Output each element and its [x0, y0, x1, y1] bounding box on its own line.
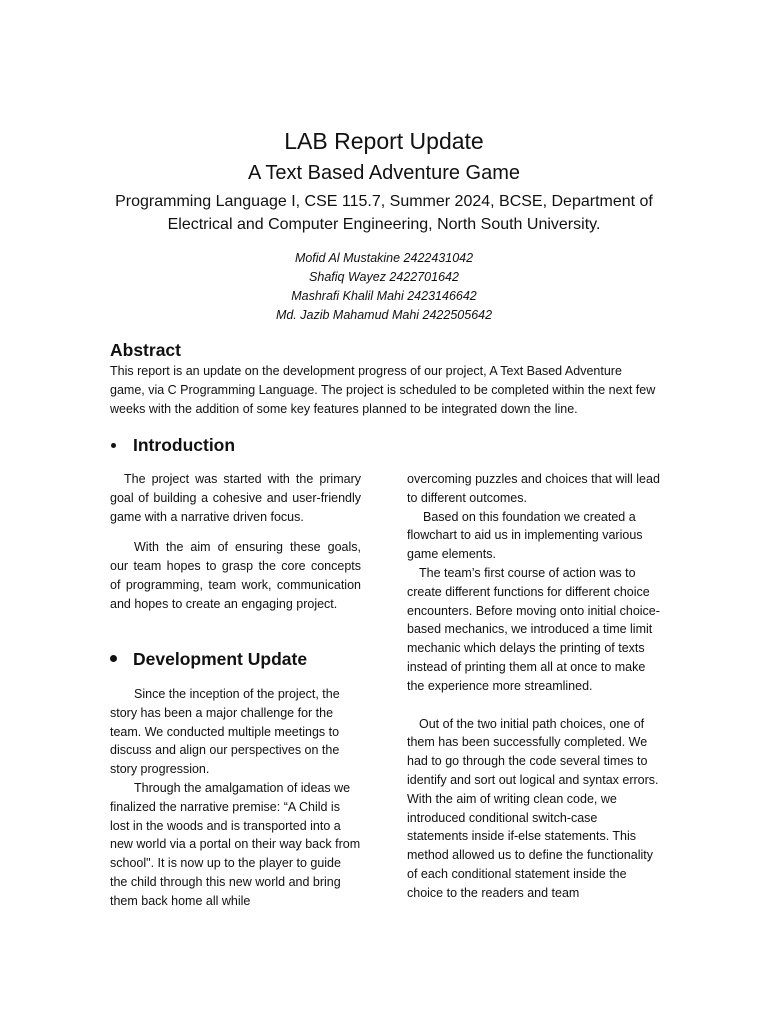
abstract-body: This report is an update on the development progress of our project, A Text Based Adventure game, via C Programming Language. The project is scheduled to be completed within the next few weeks with the addition of some key features planned to be integrated down the line. — [110, 364, 656, 416]
author-name: Mofid Al Mustakine 2422431042 — [294, 251, 474, 265]
course-info: Programming Language I, CSE 115.7, Summer 2024, BCSE, Department of Electrical and Computer Engineering, North South University. — [115, 193, 653, 233]
right-paragraph: The team’s first course of action was to create different functions for different choice encounters. Before moving onto initial choice-based mechanics, we introduced a time limit mechanic which delays the printing of texts instead of printing them all at once to make the experience more streamlined. — [407, 565, 660, 693]
introduction-heading: Introduction — [133, 435, 236, 455]
bullet-icon — [111, 443, 116, 448]
development-paragraph: Through the amalgamation of ideas we finalized the narrative premise: “A Child is lost in the woods and is transported into a new world via a portal on their way back from school". It is now up to the player to guide the child through this new world and bring them back home all while — [110, 780, 361, 908]
left-column-development — [110, 685, 361, 911]
author-name: Md. Jazib Mahamud Mahi 2422505642 — [275, 308, 493, 322]
author-list — [0, 249, 768, 325]
abstract-heading: Abstract — [110, 340, 181, 360]
right-paragraph: Based on this foundation we created a flowchart to aid us in implementing various game elements. — [407, 509, 643, 562]
intro-paragraph: The project was started with the primary goal of building a cohesive and user-friendly game with a narrative driven focus. — [110, 472, 361, 524]
intro-paragraph: With the aim of ensuring these goals, our team hopes to grasp the core concepts of programming, team work, communication and hopes to create an engaging project. — [110, 540, 361, 611]
author-name: Shafiq Wayez 2422701642 — [309, 270, 459, 284]
report-subtitle: A Text Based Adventure Game — [247, 162, 521, 184]
right-column — [407, 470, 660, 903]
right-paragraph: Out of the two initial path choices, one of them has been successfully completed. We had to go through the code several times to identify and sort out logical and syntax errors. With the aim of writing clean code, we introduced conditional switch-case statements inside if-else statements. This method allowed us to define the functionality of each conditional statement inside the choice to the readers and team — [407, 716, 659, 900]
right-paragraph: overcoming puzzles and choices that will lead to different outcomes. — [407, 472, 660, 505]
author-name: Mashrafi Khalil Mahi 2423146642 — [291, 289, 477, 303]
left-column-intro — [110, 470, 361, 614]
report-title: LAB Report Update — [284, 128, 484, 154]
bullet-icon — [110, 655, 117, 662]
development-heading: Development Update — [133, 649, 308, 669]
development-paragraph: Since the inception of the project, the story has been a major challenge for the team. We conducted multiple meetings to discuss and align our perspectives on the story progression. — [110, 687, 340, 777]
